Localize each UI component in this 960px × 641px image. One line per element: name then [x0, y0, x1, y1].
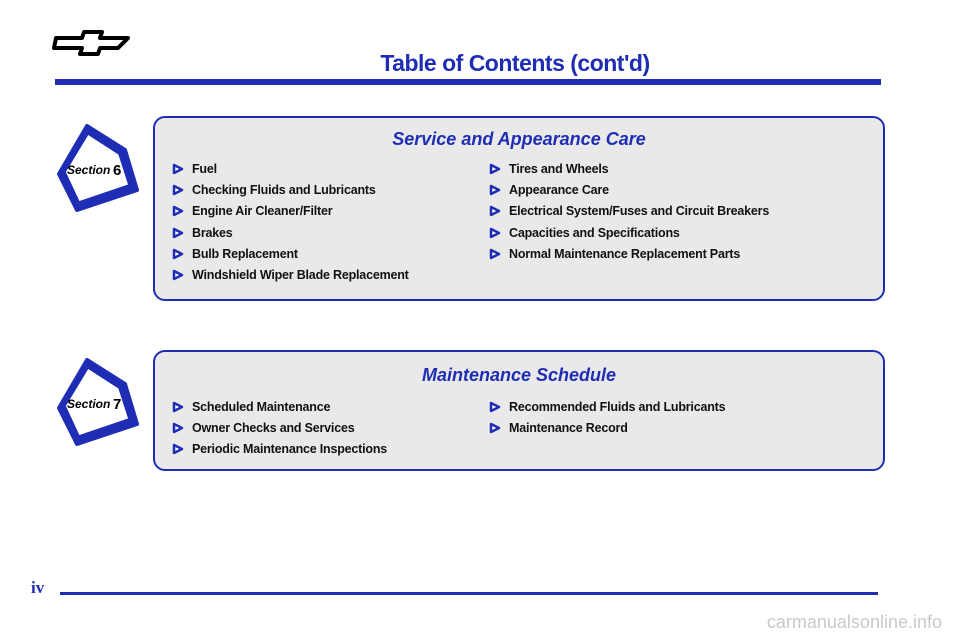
title-divider [55, 79, 881, 85]
toc-link-label: Appearance Care [509, 182, 609, 197]
triangle-bullet-icon [172, 443, 184, 455]
triangle-bullet-icon [489, 227, 501, 239]
toc-link-label: Maintenance Record [509, 420, 628, 435]
toc-link-label: Recommended Fluids and Lubricants [509, 399, 726, 414]
section-6-title: Service and Appearance Care [392, 129, 646, 149]
toc-link-label: Engine Air Cleaner/Filter [192, 204, 333, 219]
triangle-bullet-icon [172, 184, 184, 196]
toc-link-electrical-system[interactable] [489, 201, 769, 222]
page-number: iv [31, 578, 45, 597]
toc-link-label: Periodic Maintenance Inspections [192, 442, 388, 457]
triangle-bullet-icon [489, 401, 501, 413]
triangle-bullet-icon [172, 163, 184, 175]
toc-link-maintenance-record[interactable] [489, 417, 725, 438]
triangle-bullet-icon [172, 269, 184, 281]
section-6-left-list [172, 158, 409, 286]
section-7-number: 7 [113, 396, 122, 413]
toc-link-recommended-fluids[interactable] [489, 396, 725, 417]
triangle-bullet-icon [172, 248, 184, 260]
toc-link-engine-air-cleaner[interactable] [172, 201, 409, 222]
toc-link-brakes[interactable] [172, 222, 409, 243]
triangle-bullet-icon [172, 205, 184, 217]
triangle-bullet-icon [489, 422, 501, 434]
toc-link-label: Electrical System/Fuses and Circuit Breakers [509, 204, 770, 219]
section-7-tab[interactable] [45, 356, 145, 456]
section-6-number: 6 [113, 162, 122, 179]
section-6-panel [153, 116, 885, 301]
page-title: Table of Contents (cont'd) [380, 50, 650, 76]
toc-link-label: Capacities and Specifications [509, 225, 680, 240]
toc-link-checking-fluids[interactable] [172, 179, 409, 200]
toc-link-label: Bulb Replacement [192, 246, 298, 261]
triangle-bullet-icon [172, 227, 184, 239]
toc-link-replacement-parts[interactable] [489, 243, 769, 264]
toc-link-fuel[interactable] [172, 158, 409, 179]
section-6-word: Section [67, 163, 111, 177]
section-7-left-list [172, 396, 387, 460]
toc-link-wiper-blade[interactable] [172, 264, 409, 285]
watermark: carmanualsonline.info [766, 612, 942, 632]
triangle-bullet-icon [489, 163, 501, 175]
toc-link-label: Checking Fluids and Lubricants [192, 182, 376, 197]
footer-divider [60, 592, 878, 595]
toc-link-periodic-inspections[interactable] [172, 439, 387, 460]
toc-link-label: Scheduled Maintenance [192, 399, 331, 414]
section-7-panel [153, 350, 885, 471]
section-6-tab[interactable] [45, 122, 145, 222]
triangle-bullet-icon [489, 205, 501, 217]
toc-link-label: Tires and Wheels [509, 161, 609, 176]
toc-link-scheduled-maintenance[interactable] [172, 396, 387, 417]
section-7-right-list [489, 396, 725, 439]
triangle-bullet-icon [172, 422, 184, 434]
toc-link-label: Windshield Wiper Blade Replacement [192, 268, 409, 283]
toc-link-bulb-replacement[interactable] [172, 243, 409, 264]
toc-link-label: Owner Checks and Services [192, 420, 355, 435]
toc-link-label: Fuel [192, 161, 217, 176]
toc-link-capacities[interactable] [489, 222, 769, 243]
triangle-bullet-icon [172, 401, 184, 413]
section-6-right-list [489, 158, 769, 264]
toc-link-label: Normal Maintenance Replacement Parts [509, 246, 741, 261]
triangle-bullet-icon [489, 248, 501, 260]
toc-link-owner-checks[interactable] [172, 417, 387, 438]
section-7-word: Section [67, 397, 111, 411]
toc-link-appearance-care[interactable] [489, 179, 769, 200]
section-7-title: Maintenance Schedule [421, 365, 617, 385]
triangle-bullet-icon [489, 184, 501, 196]
toc-link-label: Brakes [192, 225, 233, 240]
toc-link-tires-wheels[interactable] [489, 158, 769, 179]
